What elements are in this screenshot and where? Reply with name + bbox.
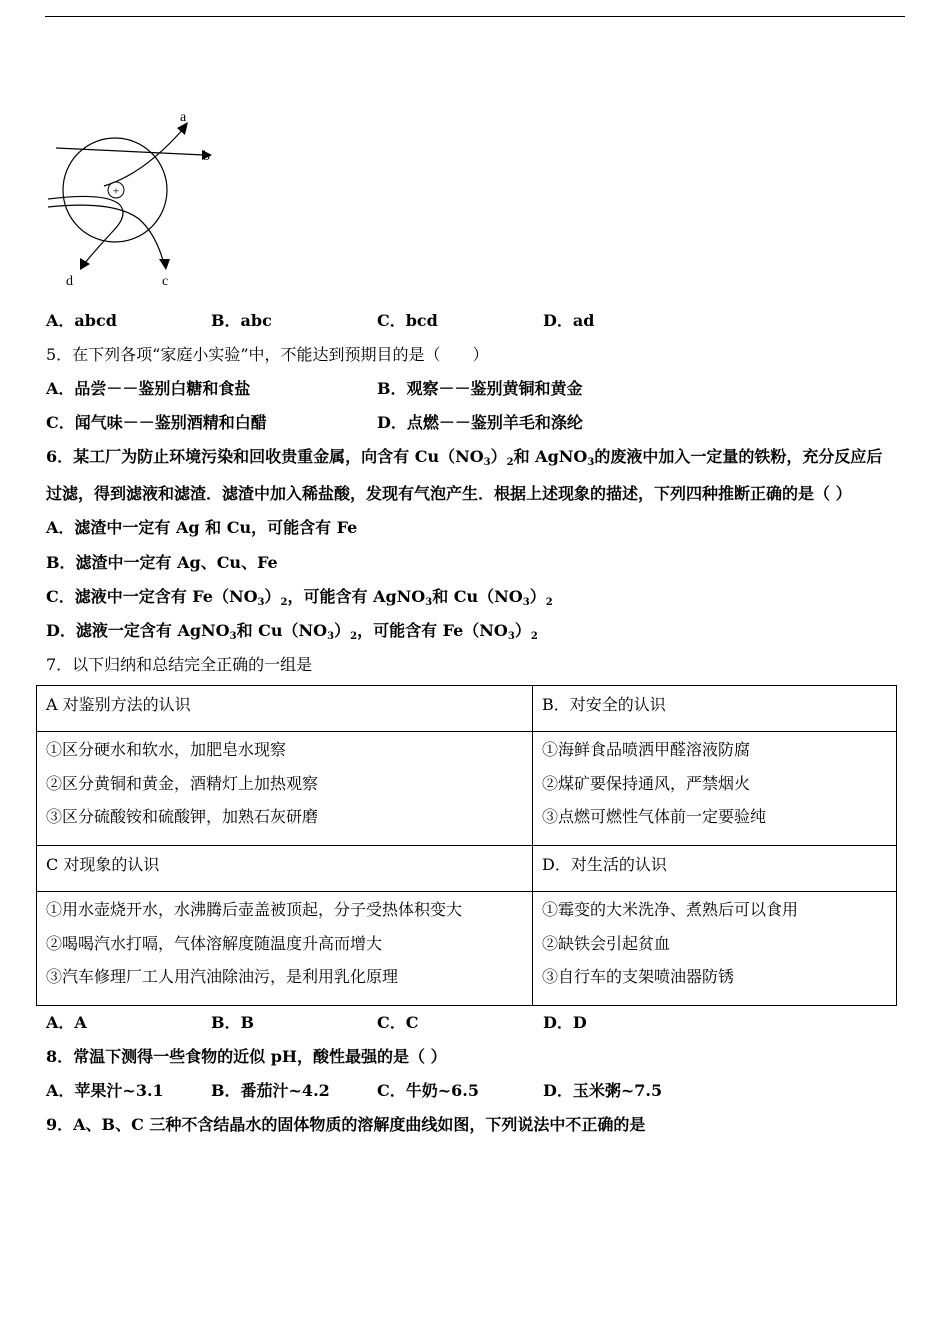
table-item: ①海鲜食品喷洒甲醛溶液防腐 xyxy=(542,740,751,759)
q8-option-a[interactable]: A．苹果汁~3.1 xyxy=(46,1081,164,1100)
q8-option-d[interactable]: D．玉米粥~7.5 xyxy=(543,1081,663,1100)
table-cell-c-title: C 对现象的认识 xyxy=(37,846,533,892)
table-cell-d-title: D．对生活的认识 xyxy=(533,846,897,892)
table-cell-a-title: A 对鉴别方法的认识 xyxy=(37,686,533,732)
alpha-scattering-figure xyxy=(44,104,224,294)
table-item: ①用水壶烧开水，水沸腾后壶盖被顶起，分子受热体积变大 xyxy=(46,900,463,919)
table-item: ①区分硬水和软水，加肥皂水现察 xyxy=(46,740,287,759)
q4-option-b[interactable]: B．abc xyxy=(211,311,272,330)
q6-option-b[interactable]: B．滤渣中一定有 Ag、Cu、Fe xyxy=(46,553,278,572)
table-item: ②煤矿要保持通风，严禁烟火 xyxy=(542,773,751,793)
table-cell-d-items xyxy=(533,892,897,1006)
q8-option-c[interactable]: C．牛奶~6.5 xyxy=(377,1081,479,1100)
q6-option-a[interactable]: A．滤渣中一定有 Ag 和 Cu，可能含有 Fe xyxy=(46,518,358,537)
table-item: ③自行车的支架喷油器防锈 xyxy=(542,967,735,986)
q7-stem: 7．以下归纳和总结完全正确的一组是 xyxy=(46,655,313,674)
q6-stem-line2: 过滤，得到滤液和滤渣．滤渣中加入稀盐酸，发现有气泡产生．根据上述现象的描述，下列四种推断正确的是（ ） xyxy=(46,484,852,503)
label-b: b xyxy=(203,149,210,164)
q7-option-a[interactable]: A．A xyxy=(46,1013,87,1032)
q8-option-b[interactable]: B．番茄汁~4.2 xyxy=(211,1081,330,1100)
table-item: ③点燃可燃性气体前一定要验纯 xyxy=(542,807,767,826)
table-item: ②区分黄铜和黄金，酒精灯上加热观察 xyxy=(46,773,319,793)
header-rule xyxy=(45,16,905,17)
table-item: ③区分硫酸铵和硫酸钾，加熟石灰研磨 xyxy=(46,807,319,826)
q4-option-c[interactable]: C．bcd xyxy=(377,311,438,330)
q6-stem-line1: 6．某工厂为防止环境污染和回收贵重金属，向含有 $Cu(NO_3)_2$和 AgNO$_3$的废液中加入一定量的铁粉，充分反应后 xyxy=(46,447,883,468)
table-cell-a-items xyxy=(37,732,533,846)
nucleus-label: + xyxy=(112,183,120,198)
table-item: ①霉变的大米洗净、煮熟后可以食用 xyxy=(542,900,799,919)
q5-option-d[interactable]: D．点燃－－鉴别羊毛和涤纶 xyxy=(377,413,583,432)
q7-option-d[interactable]: D．D xyxy=(543,1013,587,1032)
table-cell-c-items xyxy=(37,892,533,1006)
q7-option-b[interactable]: B．B xyxy=(211,1013,255,1032)
label-d: d xyxy=(66,274,73,289)
q6-option-d[interactable]: D．滤液一定含有 AgNO$_3$和 $Cu(NO_3)_2$，可能含有 $Fe(NO_3)_2$ xyxy=(46,621,538,642)
q9-stem: 9．A、B、C 三种不含结晶水的固体物质的溶解度曲线如图，下列说法中不正确的是 xyxy=(46,1115,646,1134)
table-item: ②喝喝汽水打嗝，气体溶解度随温度升高而增大 xyxy=(46,933,383,953)
arrow-d xyxy=(80,258,90,270)
q5-option-c[interactable]: C．闻气味－－鉴别酒精和白醋 xyxy=(46,413,267,432)
q5-option-b[interactable]: B．观察－－鉴别黄铜和黄金 xyxy=(377,379,583,398)
table-item: ②缺铁会引起贫血 xyxy=(542,933,671,953)
q7-option-c[interactable]: C．C xyxy=(377,1013,419,1032)
q4-option-a[interactable]: A．abcd xyxy=(46,311,117,330)
q5-stem: 5．在下列各项“家庭小实验”中，不能达到预期目的是（ ） xyxy=(46,345,489,364)
q5-option-a[interactable]: A．品尝－－鉴别白糖和食盐 xyxy=(46,379,251,398)
table-cell-b-title: B．对安全的认识 xyxy=(533,686,897,732)
q7-knowledge-table xyxy=(36,685,897,1006)
q6-option-c[interactable]: C．滤液中一定含有 $Fe(NO_3)_2$，可能含有 AgNO$_3$和 $Cu(NO_3)_2$ xyxy=(46,587,553,608)
path-a xyxy=(104,128,184,186)
table-item: ③汽车修理厂工人用汽油除油污，是利用乳化原理 xyxy=(46,967,399,986)
q8-stem: 8．常温下测得一些食物的近似 pH，酸性最强的是（ ） xyxy=(46,1047,447,1066)
table-cell-b-items xyxy=(533,732,897,846)
q4-option-d[interactable]: D．ad xyxy=(543,311,595,330)
path-c xyxy=(48,205,164,264)
label-c: c xyxy=(162,274,169,289)
arrow-c xyxy=(159,259,170,270)
label-a: a xyxy=(180,110,187,125)
